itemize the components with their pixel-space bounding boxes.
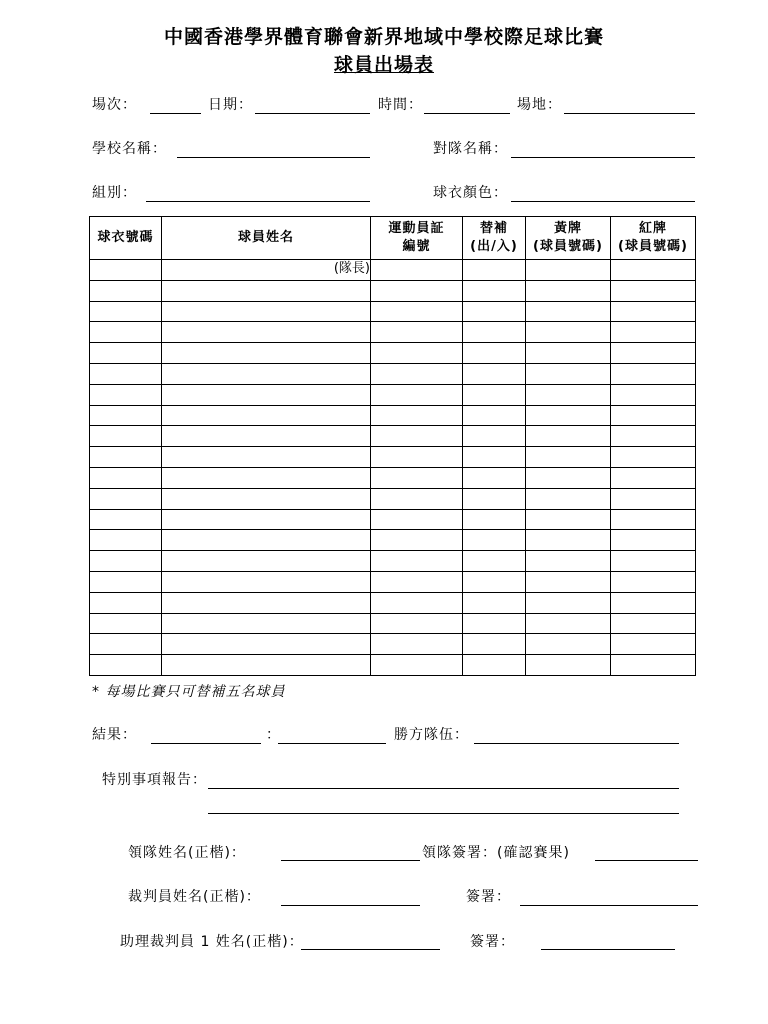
header-jersey: 球衣號碼	[90, 217, 162, 260]
cell-red[interactable]	[611, 447, 696, 468]
cell-red[interactable]	[611, 551, 696, 572]
school-label: 學校名稱：	[92, 141, 167, 157]
cell-yellow[interactable]	[526, 530, 611, 551]
cell-jersey[interactable]	[90, 551, 162, 572]
table-row	[90, 655, 696, 676]
leader-sign-field[interactable]	[595, 860, 698, 861]
cell-cert[interactable]	[371, 384, 463, 405]
cell-jersey[interactable]	[90, 426, 162, 447]
cell-jersey[interactable]	[90, 260, 162, 281]
opponent-label: 對隊名稱：	[433, 141, 508, 157]
time-field[interactable]	[424, 113, 510, 114]
table-header-row	[90, 217, 696, 260]
cell-jersey[interactable]	[90, 322, 162, 343]
cell-yellow[interactable]	[526, 571, 611, 592]
cell-name[interactable]	[162, 363, 371, 384]
cell-name[interactable]	[162, 405, 371, 426]
table-row	[90, 613, 696, 634]
table-row	[90, 301, 696, 322]
cell-jersey[interactable]	[90, 634, 162, 655]
cell-yellow[interactable]	[526, 592, 611, 613]
match-no-field[interactable]	[150, 113, 201, 114]
leader-sign-label: 領隊簽署：(確認賽果)	[422, 845, 570, 861]
leader-name-label: 領隊姓名(正楷)：	[128, 845, 246, 861]
cell-jersey[interactable]	[90, 447, 162, 468]
header-cert: 運動員証 編號	[371, 217, 463, 260]
cell-name[interactable]	[162, 634, 371, 655]
cell-sub[interactable]	[463, 280, 526, 301]
result-label: 結果：	[92, 727, 137, 743]
cell-yellow[interactable]	[526, 447, 611, 468]
referee-sign-field[interactable]	[520, 905, 698, 906]
cell-sub[interactable]	[463, 571, 526, 592]
cell-sub[interactable]	[463, 363, 526, 384]
cell-yellow[interactable]	[526, 467, 611, 488]
cell-jersey[interactable]	[90, 363, 162, 384]
cell-jersey[interactable]	[90, 571, 162, 592]
cell-jersey[interactable]	[90, 509, 162, 530]
cell-red[interactable]	[611, 509, 696, 530]
cell-name[interactable]	[162, 592, 371, 613]
cell-jersey[interactable]	[90, 655, 162, 676]
cell-yellow[interactable]	[526, 426, 611, 447]
group-label: 組別：	[92, 185, 137, 201]
cell-jersey[interactable]	[90, 301, 162, 322]
cell-jersey[interactable]	[90, 613, 162, 634]
cell-red[interactable]	[611, 301, 696, 322]
table-row	[90, 551, 696, 572]
cell-sub[interactable]	[463, 530, 526, 551]
cell-jersey[interactable]	[90, 405, 162, 426]
cell-red[interactable]	[611, 363, 696, 384]
jersey-color-label: 球衣顏色：	[433, 185, 508, 201]
cell-red[interactable]	[611, 343, 696, 364]
assistant-name-field[interactable]	[301, 949, 440, 950]
table-row	[90, 343, 696, 364]
cell-cert[interactable]	[371, 322, 463, 343]
cell-red[interactable]	[611, 467, 696, 488]
cell-sub[interactable]	[463, 301, 526, 322]
table-row	[90, 384, 696, 405]
cell-sub[interactable]	[463, 260, 526, 281]
cell-yellow[interactable]	[526, 343, 611, 364]
venue-field[interactable]	[564, 113, 695, 114]
date-label: 日期：	[208, 97, 253, 113]
cell-red[interactable]	[611, 488, 696, 509]
cell-yellow[interactable]	[526, 322, 611, 343]
cell-cert[interactable]	[371, 613, 463, 634]
cell-cert[interactable]	[371, 426, 463, 447]
group-field[interactable]	[146, 201, 370, 202]
table-row	[90, 634, 696, 655]
cell-yellow[interactable]	[526, 280, 611, 301]
cell-red[interactable]	[611, 530, 696, 551]
cell-cert[interactable]	[371, 655, 463, 676]
header-yellow: 黃牌 (球員號碼)	[526, 217, 611, 260]
form-title: 中國香港學界體育聯會新界地域中學校際足球比賽	[163, 26, 604, 48]
cell-sub[interactable]	[463, 655, 526, 676]
roster-table	[89, 216, 696, 676]
cell-red[interactable]	[611, 655, 696, 676]
cell-yellow[interactable]	[526, 488, 611, 509]
result-home-field[interactable]	[151, 743, 261, 744]
assistant-name-label: 助理裁判員 1 姓名(正楷)：	[120, 934, 304, 950]
table-row	[90, 363, 696, 384]
cell-cert[interactable]	[371, 343, 463, 364]
table-row	[90, 509, 696, 530]
cell-cert[interactable]	[371, 551, 463, 572]
cell-yellow[interactable]	[526, 384, 611, 405]
header-name: 球員姓名	[162, 217, 371, 260]
table-row	[90, 280, 696, 301]
cell-jersey[interactable]	[90, 280, 162, 301]
cell-name[interactable]	[162, 509, 371, 530]
cell-red[interactable]	[611, 426, 696, 447]
cell-name[interactable]	[162, 447, 371, 468]
cell-yellow[interactable]	[526, 260, 611, 281]
cell-cert[interactable]	[371, 280, 463, 301]
cell-cert[interactable]	[371, 363, 463, 384]
cell-jersey[interactable]	[90, 592, 162, 613]
cell-red[interactable]	[611, 592, 696, 613]
winner-label: 勝方隊伍：	[394, 727, 469, 743]
cell-cert[interactable]	[371, 571, 463, 592]
cell-sub[interactable]	[463, 447, 526, 468]
table-row	[90, 571, 696, 592]
form-subtitle: 球員出場表	[333, 54, 434, 76]
cell-cert[interactable]	[371, 488, 463, 509]
cell-red[interactable]	[611, 280, 696, 301]
table-row	[90, 426, 696, 447]
cell-name[interactable]	[162, 655, 371, 676]
cell-name[interactable]	[162, 322, 371, 343]
cell-name[interactable]	[162, 467, 371, 488]
cell-sub[interactable]	[463, 322, 526, 343]
cell-jersey[interactable]	[90, 530, 162, 551]
cell-red[interactable]	[611, 571, 696, 592]
table-row	[90, 405, 696, 426]
cell-cert[interactable]	[371, 530, 463, 551]
cell-red[interactable]	[611, 613, 696, 634]
table-row	[90, 467, 696, 488]
cell-red[interactable]	[611, 322, 696, 343]
table-row	[90, 322, 696, 343]
cell-sub[interactable]	[463, 426, 526, 447]
leader-name-field[interactable]	[281, 860, 420, 861]
jersey-color-field[interactable]	[511, 201, 695, 202]
table-row	[90, 530, 696, 551]
cell-yellow[interactable]	[526, 613, 611, 634]
cell-sub[interactable]	[463, 384, 526, 405]
result-away-field[interactable]	[278, 743, 386, 744]
cell-cert[interactable]	[371, 509, 463, 530]
special-report-label: 特別事項報告：	[102, 772, 207, 788]
cell-red[interactable]	[611, 260, 696, 281]
cell-cert[interactable]	[371, 301, 463, 322]
cell-name[interactable]	[162, 384, 371, 405]
assistant-sign-label: 簽署：	[470, 934, 515, 950]
cell-name[interactable]	[162, 301, 371, 322]
referee-sign-label: 簽署：	[466, 889, 511, 905]
table-row	[90, 260, 696, 281]
cell-cert[interactable]	[371, 592, 463, 613]
header-red: 紅牌 (球員號碼)	[611, 217, 696, 260]
assistant-sign-field[interactable]	[541, 949, 675, 950]
roster-body	[90, 260, 696, 676]
cell-sub[interactable]	[463, 467, 526, 488]
cell-red[interactable]	[611, 405, 696, 426]
cell-jersey[interactable]	[90, 467, 162, 488]
cell-sub[interactable]	[463, 405, 526, 426]
table-row	[90, 592, 696, 613]
school-field[interactable]	[177, 157, 370, 158]
special-report-field-2[interactable]	[208, 813, 679, 814]
cell-yellow[interactable]	[526, 363, 611, 384]
table-row	[90, 447, 696, 468]
cell-sub[interactable]	[463, 343, 526, 364]
cell-yellow[interactable]	[526, 301, 611, 322]
cell-name[interactable]	[162, 280, 371, 301]
cell-yellow[interactable]	[526, 509, 611, 530]
cell-sub[interactable]	[463, 592, 526, 613]
cell-yellow[interactable]	[526, 405, 611, 426]
cell-yellow[interactable]	[526, 655, 611, 676]
cell-red[interactable]	[611, 384, 696, 405]
cell-sub[interactable]	[463, 634, 526, 655]
cell-name[interactable]	[162, 530, 371, 551]
cell-name[interactable]	[162, 613, 371, 634]
cell-sub[interactable]	[463, 509, 526, 530]
cell-jersey[interactable]	[90, 488, 162, 509]
cell-sub[interactable]	[463, 613, 526, 634]
table-row	[90, 488, 696, 509]
referee-name-field[interactable]	[281, 905, 420, 906]
cell-yellow[interactable]	[526, 551, 611, 572]
result-colon: ：	[266, 727, 281, 743]
opponent-field[interactable]	[511, 157, 695, 158]
time-label: 時間：	[378, 97, 423, 113]
cell-red[interactable]	[611, 634, 696, 655]
cell-sub[interactable]	[463, 488, 526, 509]
substitution-note: * 每場比賽只可替補五名球員	[92, 684, 286, 700]
cell-name[interactable]	[162, 488, 371, 509]
special-report-field-1[interactable]	[208, 788, 679, 789]
cell-jersey[interactable]	[90, 343, 162, 364]
cell-yellow[interactable]	[526, 634, 611, 655]
cell-name[interactable]	[162, 571, 371, 592]
cell-cert[interactable]	[371, 447, 463, 468]
cell-name-captain[interactable]: (隊長)	[162, 260, 371, 281]
match-no-label: 場次：	[92, 97, 137, 113]
cell-name[interactable]	[162, 551, 371, 572]
cell-cert[interactable]	[371, 260, 463, 281]
cell-name[interactable]	[162, 426, 371, 447]
header-sub: 替補 (出/入)	[463, 217, 526, 260]
venue-label: 場地：	[517, 97, 562, 113]
date-field[interactable]	[255, 113, 370, 114]
cell-sub[interactable]	[463, 551, 526, 572]
winner-field[interactable]	[474, 743, 679, 744]
cell-cert[interactable]	[371, 634, 463, 655]
cell-jersey[interactable]	[90, 384, 162, 405]
cell-cert[interactable]	[371, 405, 463, 426]
cell-name[interactable]	[162, 343, 371, 364]
referee-name-label: 裁判員姓名(正楷)：	[128, 889, 261, 905]
cell-cert[interactable]	[371, 467, 463, 488]
